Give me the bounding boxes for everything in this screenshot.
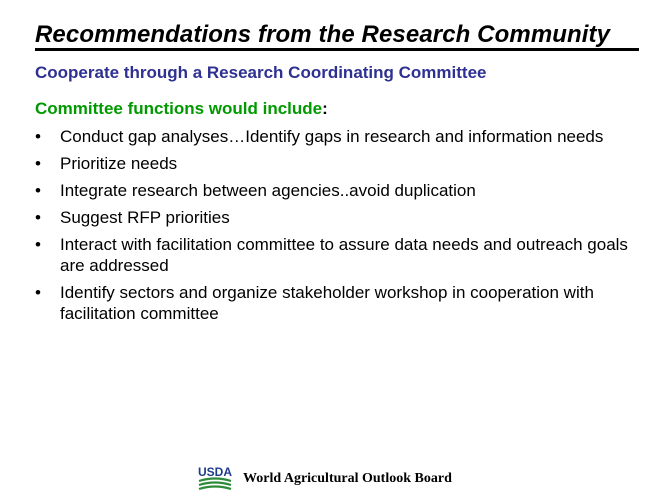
bullet-text: Integrate research between agencies..avoid duplication: [60, 181, 476, 200]
bullet-text: Interact with facilitation committee to assure data needs and outreach goals are addressed: [60, 235, 628, 275]
bullet-dot-icon: •: [35, 154, 41, 173]
usda-logo-graphic: [197, 465, 233, 493]
bullet-dot-icon: •: [35, 235, 41, 254]
bullet-dot-icon: •: [35, 208, 41, 227]
bullet-item: [35, 126, 635, 147]
bullet-text: Conduct gap analyses…Identify gaps in research and information needs: [60, 127, 604, 146]
bullet-text: Prioritize needs: [60, 154, 178, 173]
section-lead-colon: :: [322, 99, 328, 118]
usda-logo-icon: [197, 465, 233, 493]
slide-subtitle: Cooperate through a Research Coordinating Committee: [35, 63, 487, 82]
bullet-dot-icon: •: [35, 127, 41, 146]
usda-logo-text: USDA: [197, 465, 233, 479]
bullet-item: [35, 153, 635, 174]
slide-title: Recommendations from the Research Community: [35, 21, 611, 48]
bullet-text: Identify sectors and organize stakeholder workshop in cooperation with facilitation committee: [60, 283, 594, 323]
bullet-item: [35, 180, 635, 201]
footer: [197, 464, 452, 494]
bullet-dot-icon: •: [35, 283, 41, 302]
bullet-item: [35, 207, 635, 228]
footer-org-name: World Agricultural Outlook Board: [243, 471, 452, 486]
bullet-list: [35, 126, 635, 330]
title-underline: [35, 48, 639, 51]
section-lead-text: Committee functions would include: [35, 99, 323, 118]
bullet-item: [35, 282, 635, 324]
bullet-dot-icon: •: [35, 181, 41, 200]
section-lead: [35, 99, 328, 119]
bullet-item: [35, 234, 635, 276]
bullet-text: Suggest RFP priorities: [60, 208, 230, 227]
